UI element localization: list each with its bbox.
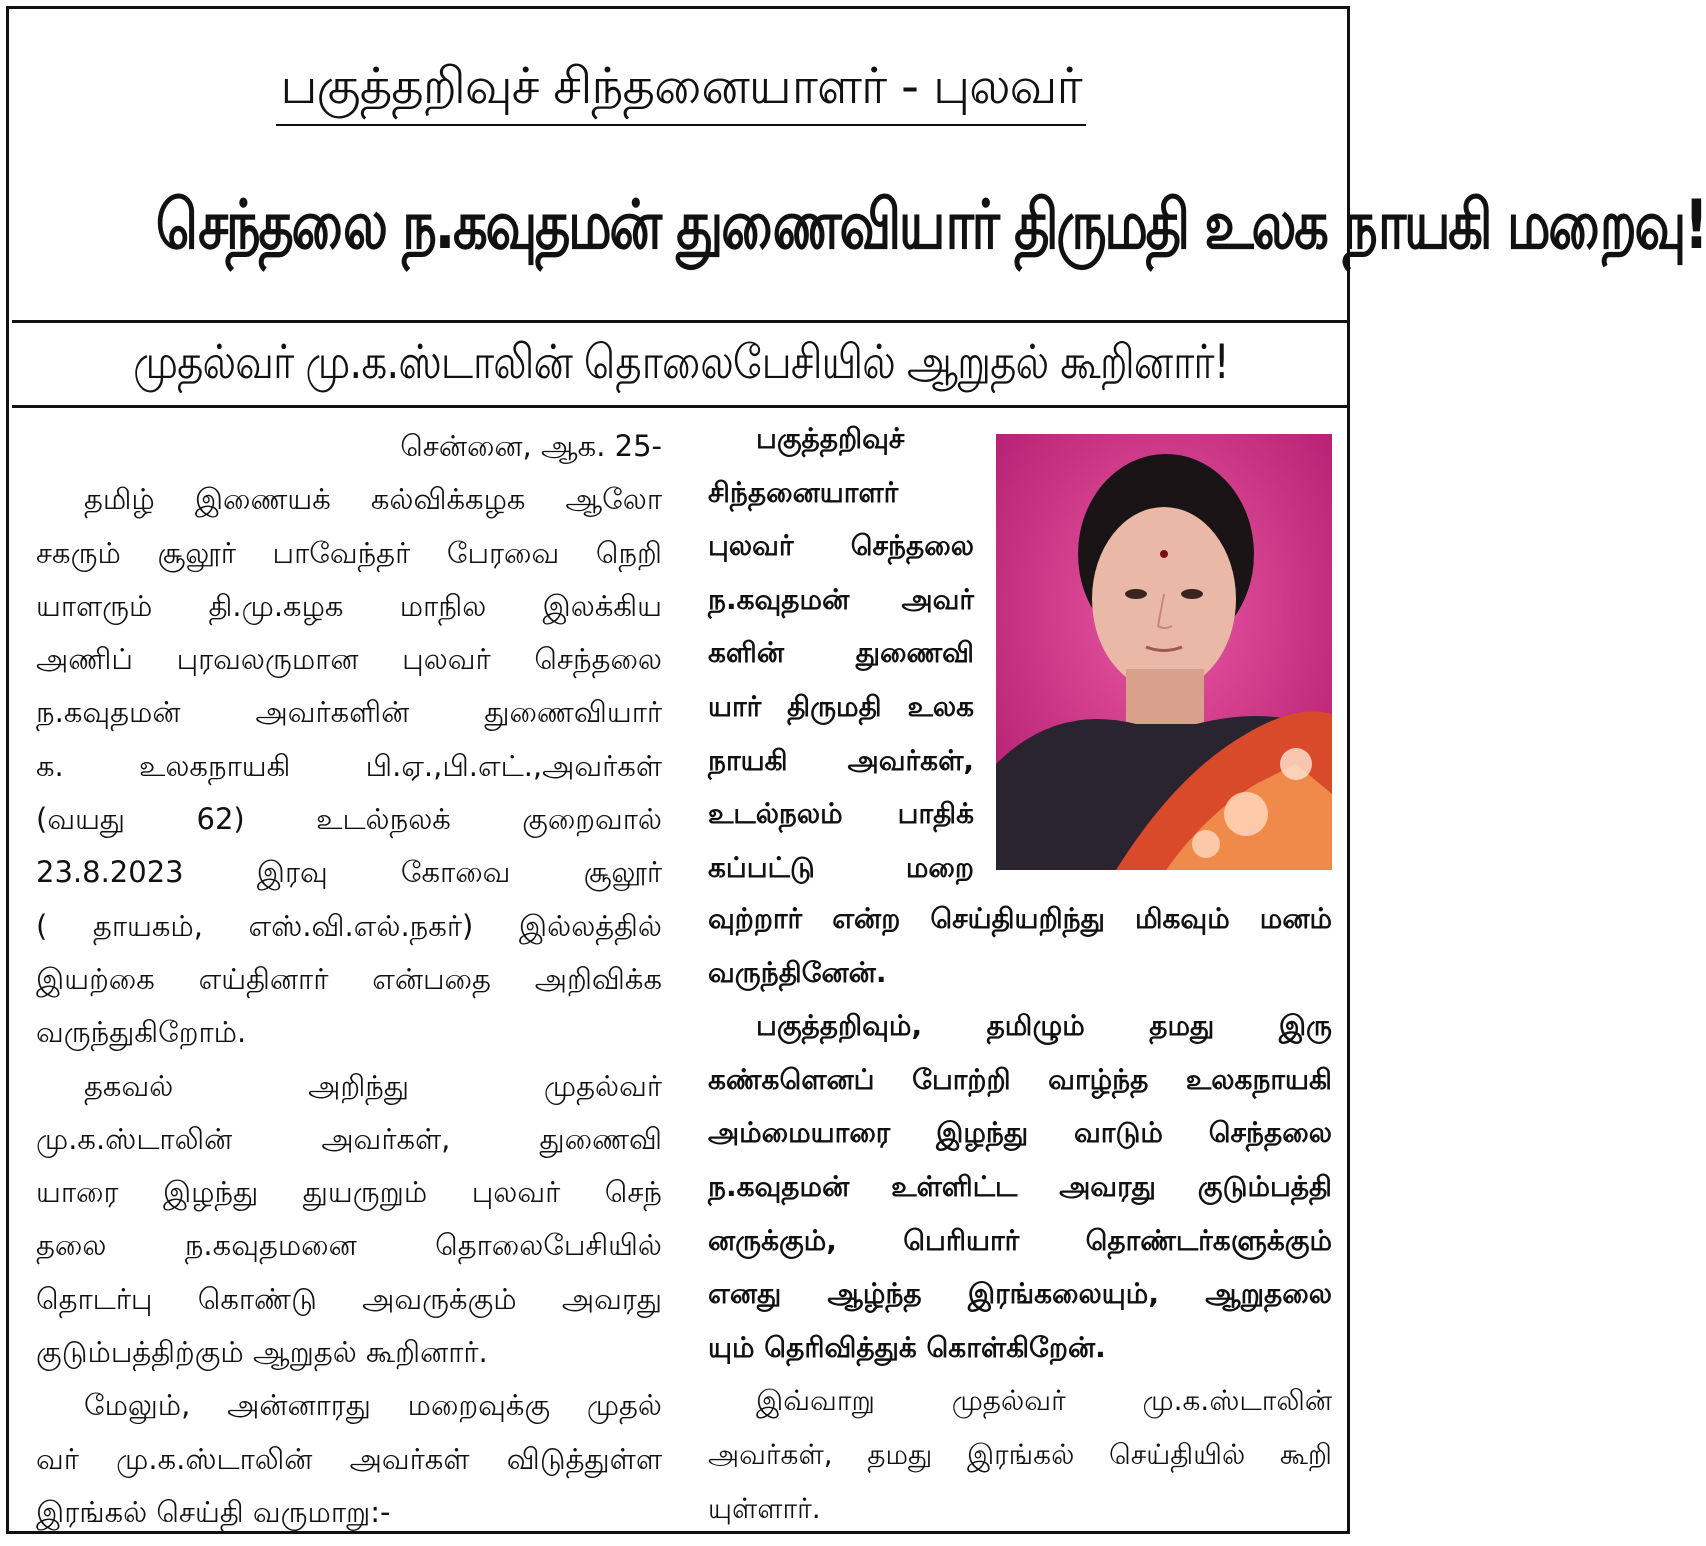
headline: செந்தலை ந.கவுதமன் துணைவியார் திருமதி உலக நாயகி மறைவு! [155,186,1706,265]
text-line: அணிப் புரவலருமான புலவர் செந்தலை [36,642,662,677]
dateline: சென்னை, ஆக. 25- [400,429,662,463]
text-line: ந.கவுதமன் அவர்களின் துணைவியார் [36,695,662,730]
column-right-bottom [708,892,1332,1535]
text-line: 23.8.2023 இரவு கோவை சூலூர் [36,855,662,890]
text-line: யுள்ளார். [708,1491,821,1525]
text-line: தலை ந.கவுதமனை தொலைபேசியில் [36,1228,662,1263]
text-line: பகுத்தறிவுச் [756,422,905,455]
text-line: யாளரும் தி.மு.கழக மாநில இலக்கிய [36,588,662,623]
text-line: மேலும், அன்னாரது மறைவுக்கு முதல் [84,1388,662,1423]
text-line: குடும்பத்திற்கும் ஆறுதல் கூறினார். [36,1335,488,1370]
text-line: இயற்கை எய்தினார் என்பதை அறிவிக்க [36,961,662,996]
kicker-text: பகுத்தறிவுச் சிந்தனையாளர் - புலவர் [276,54,1085,126]
text-line: எனது ஆழ்ந்த இரங்கலையும், ஆறுதலை [708,1277,1332,1311]
text-line: வர் மு.க.ஸ்டாலின் அவர்கள் விடுத்துள்ள [36,1441,662,1476]
text-line: யார் திருமதி உலக [708,689,974,723]
text-line: கப்பட்டு மறை [708,850,974,884]
column-left [36,420,662,1539]
text-line: வருந்தினேன். [708,955,887,989]
text-line: யும் தெரிவித்துக் கொள்கிறேன். [708,1330,1106,1364]
text-line: பகுத்தறிவும், தமிழும் தமது இரு [756,1009,1332,1043]
divider [12,405,1350,408]
text-line: இவ்வாறு முதல்வர் மு.க.ஸ்டாலின் [756,1384,1332,1418]
text-line: வருந்துகிறோம். [36,1015,247,1050]
kicker [0,54,1362,126]
text-line: உடல்நலம் பாதிக் [708,797,974,831]
text-line: தமிழ் இணையக் கல்விக்கழக ஆலோ [84,482,662,517]
text-line: தொடர்பு கொண்டு அவருக்கும் அவரது [36,1281,662,1316]
text-line: அம்மையாரை இழந்து வாடும் செந்தலை [708,1116,1332,1150]
text-line: சிந்தனையாளர் [708,475,899,509]
text-line: மு.க.ஸ்டாலின் அவர்கள், துணைவி [36,1121,662,1156]
subheadline: முதல்வர் மு.க.ஸ்டாலின் தொலைபேசியில் ஆறுதல் கூறினார்! [133,335,1229,390]
text-line: வுற்றார் என்ற செய்தியறிந்து மிகவும் மனம் [708,902,1332,935]
text-line: னருக்கும், பெரியார் தொண்டர்களுக்கும் [708,1223,1332,1257]
column-right-top [708,412,974,894]
text-line: புலவர் செந்தலை [708,529,974,563]
text-line: அவர்கள், தமது இரங்கல் செய்தியில் கூறி [708,1437,1332,1471]
text-line: தகவல் அறிந்து முதல்வர் [84,1068,662,1103]
text-line: களின் துணைவி [708,636,974,670]
text-line: இரங்கல் செய்தி வருமாறு:- [36,1494,391,1529]
portrait-icon [996,434,1332,870]
text-line: கண்களெனப் போற்றி வாழ்ந்த உலகநாயகி [708,1062,1332,1096]
text-line: நாயகி அவர்கள், [708,743,974,777]
text-line: யாரை இழந்து துயருறும் புலவர் செந் [36,1175,662,1210]
text-line: சகரும் சூலூர் பாவேந்தர் பேரவை நெறி [36,535,662,570]
portrait-photo [996,434,1332,870]
text-line: ந.கவுதமன் உள்ளிட்ட அவரது குடும்பத்தி [708,1169,1332,1203]
text-line: ( தாயகம், எஸ்.வி.எல்.நகர்) இல்லத்தில் [36,908,662,943]
text-line: ந.கவுதமன் அவர் [708,582,974,616]
text-line: க. உலகநாயகி பி.ஏ.,பி.எட்.,அவர்கள் [36,748,662,783]
divider [12,320,1350,323]
text-line: (வயது 62) உடல்நலக் குறைவால் [36,802,662,837]
